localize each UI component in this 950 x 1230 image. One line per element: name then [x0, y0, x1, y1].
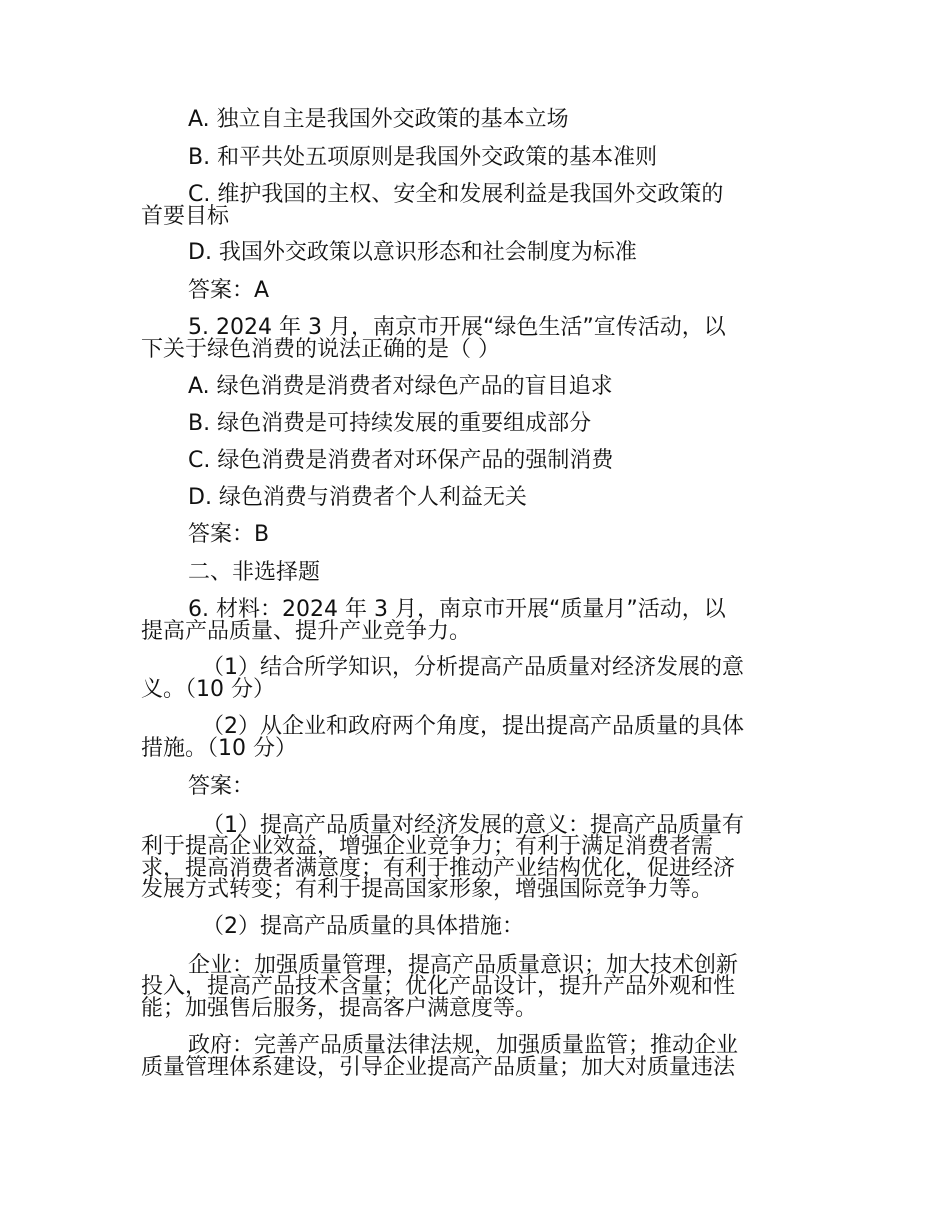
q5-option-a: A. 绿色消费是消费者对绿色产品的盲目追求	[188, 374, 613, 399]
q6-part1-line1: （1）结合所学知识，分析提高产品质量对经济发展的意	[202, 655, 744, 680]
q6-ans1-line1: （1）提高产品质量对经济发展的意义：提高产品质量有	[202, 813, 744, 838]
q4-option-d: D. 我国外交政策以意识形态和社会制度为标准	[188, 240, 637, 265]
q4-option-c-line1: C. 维护我国的主权、安全和发展利益是我国外交政策的	[188, 182, 724, 207]
q4-option-b: B. 和平共处五项原则是我国外交政策的基本准则	[188, 145, 658, 170]
q6-answer-label: 答案：	[188, 774, 255, 799]
q6-enterprise-line1: 企业：加强质量管理，提高产品质量意识；加大技术创新	[188, 953, 739, 978]
q6-government-line1: 政府：完善产品质量法律法规，加强质量监管；推动企业	[188, 1033, 739, 1058]
section-heading: 二、非选择题	[188, 560, 321, 585]
q6-enterprise-line2: 投入，提高产品技术含量；优化产品设计，提升产品外观和性	[141, 974, 736, 999]
q5-option-d: D. 绿色消费与消费者个人利益无关	[188, 485, 527, 510]
q5-stem-line2: 下关于绿色消费的说法正确的是（ ）	[141, 337, 500, 362]
q6-stem-line1: 6. 材料：2024 年 3 月，南京市开展“质量月”活动，以	[188, 597, 726, 622]
q4-answer: 答案：A	[188, 278, 270, 303]
q6-part1-line2: 义。（10 分）	[141, 677, 275, 702]
q5-option-c: C. 绿色消费是消费者对环保产品的强制消费	[188, 448, 614, 473]
q5-stem-line1: 5. 2024 年 3 月，南京市开展“绿色生活”宣传活动，以	[188, 315, 726, 340]
q6-enterprise-line3: 能；加强售后服务，提高客户满意度等。	[141, 996, 538, 1021]
q6-ans1-line3: 求，提高消费者满意度；有利于推动产业结构优化，促进经济	[141, 856, 736, 881]
q4-option-c-line2: 首要目标	[141, 204, 230, 229]
q6-ans1-line4: 发展方式转变；有利于提高国家形象，增强国际竞争力等。	[141, 877, 714, 902]
q6-government-line2: 质量管理体系建设，引导企业提高产品质量；加大对质量违法	[141, 1055, 736, 1080]
q5-answer: 答案：B	[188, 522, 270, 547]
q6-stem-line2: 提高产品质量、提升产业竞争力。	[141, 619, 472, 644]
q4-option-a: A. 独立自主是我国外交政策的基本立场	[188, 107, 569, 132]
q6-ans2-heading: （2）提高产品质量的具体措施：	[202, 914, 524, 939]
q6-part2-line1: （2）从企业和政府两个角度，提出提高产品质量的具体	[202, 714, 744, 739]
q6-part2-line2: 措施。（10 分）	[141, 736, 297, 761]
q5-option-b: B. 绿色消费是可持续发展的重要组成部分	[188, 411, 592, 436]
q6-ans1-line2: 利于提高企业效益，增强企业竞争力；有利于满足消费者需	[141, 834, 714, 859]
